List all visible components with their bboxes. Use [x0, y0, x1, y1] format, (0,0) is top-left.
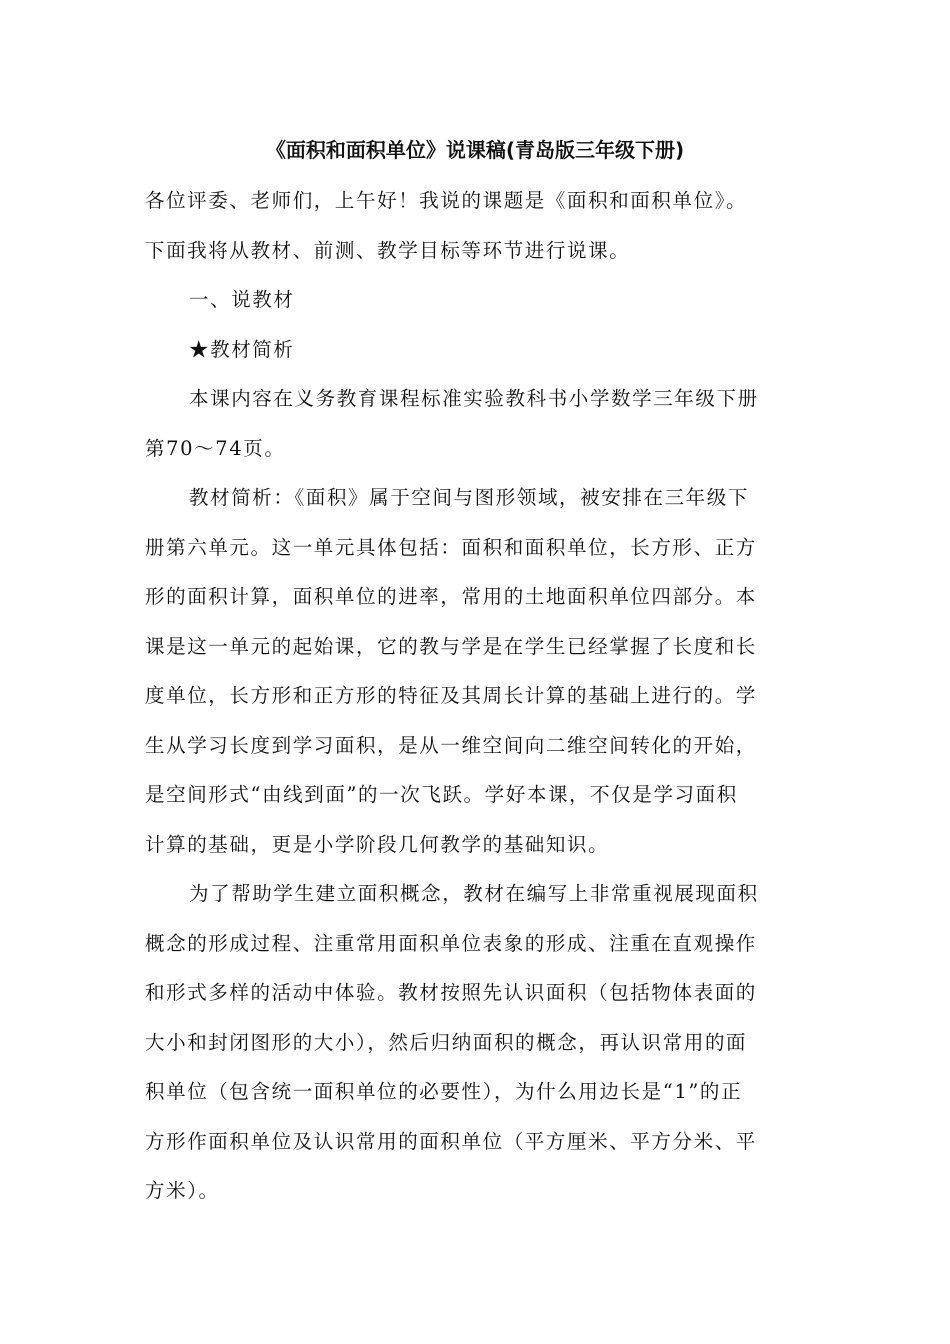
text-line: 方形作面积单位及认识常用的面积单位（平方厘米、平方分米、平 [145, 1129, 757, 1153]
text-line: 教材简析：《面积》属于空间与图形领域，被安排在三年级下 [189, 486, 749, 509]
text-line: 度单位，长方形和正方形的特征及其周长计算的基础上进行的。学 [145, 684, 757, 707]
text-line: 各位评委、老师们，上午好！我说的课题是《面积和面积单位》。 [145, 189, 748, 212]
text-line: 下面我将从教材、前测、教学目标等环节进行说课。 [145, 238, 631, 262]
text-line: 第70～74页。 [145, 436, 286, 460]
text-line: 概念的形成过程、注重常用面积单位表象的形成、注重在直观操作 [145, 931, 757, 955]
text-line: 形的面积计算，面积单位的进率，常用的土地面积单位四部分。本 [145, 585, 757, 608]
text-line: 课是这一单元的起始课，它的教与学是在学生已经掌握了长度和长 [145, 634, 757, 658]
text-line: 一、说教材 [189, 288, 295, 311]
text-line: 生从学习长度到学习面积，是从一维空间向二维空间转化的开始， [145, 733, 757, 757]
text-line: 本课内容在义务教育课程标准实验教科书小学数学三年级下册 [189, 387, 759, 410]
text-line: 和形式多样的活动中体验。教材按照先认识面积（包括物体表面的 [145, 981, 757, 1004]
text-line: ★教材简析 [189, 337, 295, 361]
text-line: 是空间形式“由线到面”的一次飞跃。学好本课，不仅是学习面积 [145, 783, 738, 806]
text-line: 积单位（包含统一面积单位的必要性），为什么用边长是“1”的正 [145, 1080, 743, 1103]
document-title: 《面积和面积单位》说课稿(青岛版三年级下册) [265, 138, 685, 162]
text-line: 为了帮助学生建立面积概念，教材在编写上非常重视展现面积 [189, 882, 759, 905]
text-line: 方米）。 [145, 1179, 220, 1202]
text-line: 计算的基础，更是小学阶段几何教学的基础知识。 [145, 832, 610, 856]
text-line: 大小和封闭图形的大小），然后归纳面积的概念，再认识常用的面 [145, 1030, 748, 1054]
text-line: 册第六单元。这一单元具体包括：面积和面积单位，长方形、正方 [145, 535, 757, 559]
document-body [145, 183, 805, 1223]
